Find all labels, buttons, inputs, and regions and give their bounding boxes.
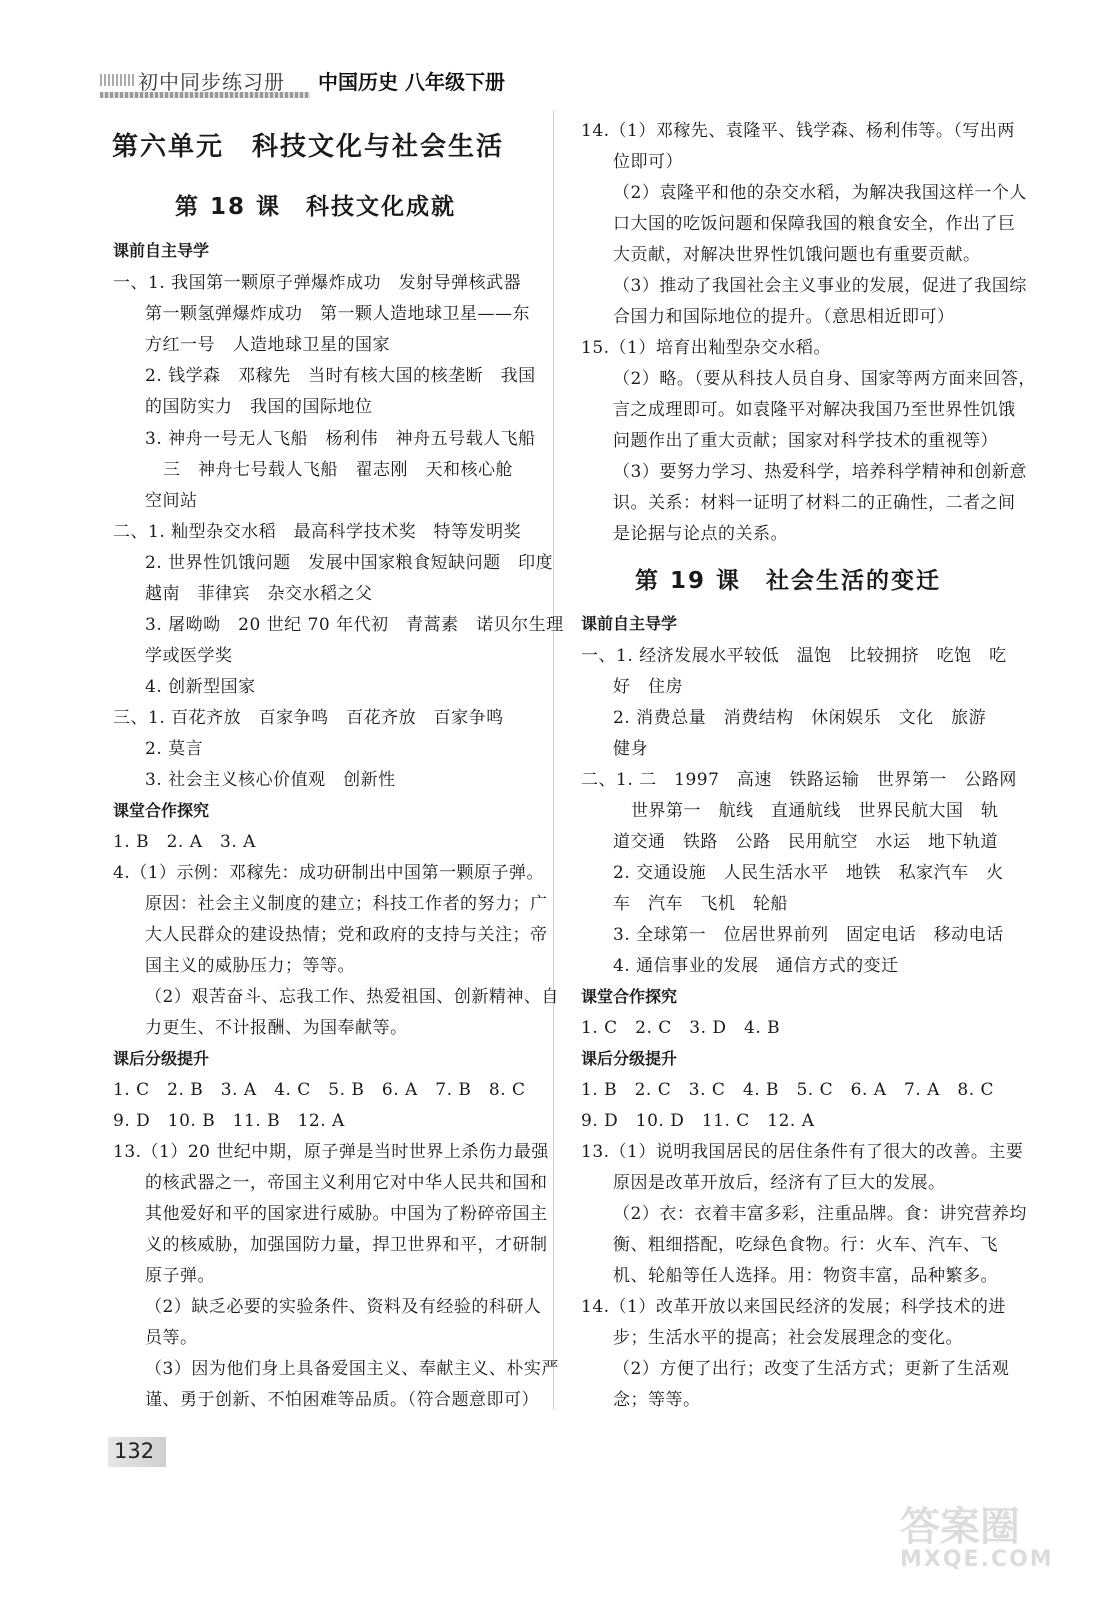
lesson-title-19: 第 19 课 社会生活的变迁	[635, 568, 942, 594]
answer-line: 2. 交通设施 人民生活水平 地铁 私家汽车 火	[613, 863, 1004, 883]
answer-line: 3. 社会主义核心价值观 创新性	[145, 770, 396, 790]
series-title: 初中同步练习册	[138, 70, 285, 94]
answer-line: 是论据与论点的关系。	[613, 524, 788, 544]
section-heading: 课堂合作探究	[113, 801, 210, 820]
answer-line: 3. 屠呦呦 20 世纪 70 年代初 青蒿素 诺贝尔生理	[145, 615, 564, 635]
answer-line: 9. D 10. D 11. C 12. A	[581, 1111, 815, 1131]
answer-line: 一、1. 我国第一颗原子弹爆炸成功 发射导弹核武器	[113, 273, 522, 293]
answer-line: 1. B 2. A 3. A	[113, 832, 256, 852]
answer-line: （2）艰苦奋斗、忘我工作、热爱祖国、创新精神、自	[145, 987, 559, 1007]
answer-line: 合国力和国际地位的提升。（意思相近即可）	[613, 307, 955, 327]
answer-line: 空间站	[145, 491, 198, 511]
section-heading: 课后分级提升	[581, 1049, 678, 1068]
answer-line: 3. 全球第一 位居世界前列 固定电话 移动电话	[613, 925, 1004, 945]
answer-line: 二、1. 二 1997 高速 铁路运输 世界第一 公路网	[581, 770, 1017, 790]
page-number-tab	[108, 1437, 166, 1467]
answer-line: 1. B 2. C 3. C 4. B 5. C 6. A 7. A 8. C	[581, 1080, 995, 1100]
answer-line: 4. 通信事业的发展 通信方式的变迁	[613, 956, 899, 976]
answer-line: （3）要努力学习、热爱科学，培养科学精神和创新意	[613, 462, 1027, 482]
answer-line: 一、1. 经济发展水平较低 温饱 比较拥挤 吃饱 吃	[581, 646, 1007, 666]
answer-line: 1. C 2. B 3. A 4. C 5. B 6. A 7. B 8. C	[113, 1080, 526, 1100]
watermark-url: MXQE.COM	[900, 1547, 1054, 1572]
answer-line: 衡、粗细搭配，吃绿色食物。行：火车、汽车、飞	[613, 1235, 998, 1255]
answer-line: 道交通 铁路 公路 民用航空 水运 地下轨道	[613, 832, 998, 852]
answer-line: 2. 世界性饥饿问题 发展中国家粮食短缺问题 印度	[145, 553, 554, 573]
page-number: 132	[114, 1439, 155, 1463]
answer-line: 原子弹。	[145, 1266, 215, 1286]
answer-line: 步；生活水平的提高；社会发展理念的变化。	[613, 1328, 963, 1348]
answer-line: 14.（1）改革开放以来国民经济的发展；科学技术的进	[581, 1297, 1006, 1317]
answer-line: （3）因为他们身上具备爱国主义、奉献主义、朴实严	[145, 1359, 559, 1379]
answer-line: （2）衣：衣着丰富多彩，注重品牌。食：讲究营养均	[613, 1204, 1027, 1224]
answer-line: 13.（1）说明我国居民的居住条件有了很大的改善。主要	[581, 1142, 1024, 1162]
section-heading: 课堂合作探究	[581, 987, 678, 1006]
answer-line: 13.（1）20 世纪中期，原子弹是当时世界上杀伤力最强	[113, 1142, 549, 1162]
answer-line: 第一颗氢弹爆炸成功 第一颗人造地球卫星——东	[145, 304, 530, 324]
section-heading: 课后分级提升	[113, 1049, 210, 1068]
answer-line: （2）袁隆平和他的杂交水稻，为解决我国这样一个人	[613, 183, 1027, 203]
answer-line: 15.（1）培育出籼型杂交水稻。	[581, 338, 831, 358]
answer-line: 三 神舟七号载人飞船 翟志刚 天和核心舱	[163, 460, 513, 480]
answer-line: 世界第一 航线 直通航线 世界民航大国 轨	[631, 801, 999, 821]
header-dots-decoration	[100, 74, 136, 86]
answer-line: 的核武器之一，帝国主义利用它对中华人民共和国和	[145, 1173, 548, 1193]
answer-line: 位即可）	[613, 152, 683, 172]
answer-line: 2. 钱学森 邓稼先 当时有核大国的核垄断 我国	[145, 366, 536, 386]
answer-line: 4. 创新型国家	[145, 677, 256, 697]
answer-line: 义的核威胁，加强国防力量，捍卫世界和平，才研制	[145, 1235, 548, 1255]
answer-line: （3）推动了我国社会主义事业的发展，促进了我国综	[613, 276, 1027, 296]
answer-line: 越南 菲律宾 杂交水稻之父	[145, 584, 373, 604]
answer-line: 员等。	[145, 1328, 198, 1348]
unit-title: 第六单元 科技文化与社会生活	[112, 132, 505, 162]
watermark	[900, 1495, 1070, 1585]
answer-line: 原因是改革开放后，经济有了巨大的发展。	[613, 1173, 946, 1193]
answer-line: 方红一号 人造地球卫星的国家	[145, 335, 390, 355]
answer-line: 大人民群众的建设热情；党和政府的支持与关注；帝	[145, 925, 548, 945]
answer-line: 问题作出了重大贡献；国家对科学技术的重视等）	[613, 431, 998, 451]
column-divider	[553, 110, 554, 1410]
section-heading: 课前自主导学	[581, 614, 678, 633]
answer-line: 识。关系：材料一证明了材料二的正确性，二者之间	[613, 493, 1016, 513]
answer-line: 9. D 10. B 11. B 12. A	[113, 1111, 345, 1131]
lesson-title-18: 第 18 课 科技文化成就	[175, 194, 457, 220]
subject-title: 中国历史 八年级下册	[318, 70, 505, 94]
answer-line: 原因：社会主义制度的建立；科技工作者的努力；广	[145, 894, 548, 914]
answer-line: 大贡献，对解决世界性饥饿问题也有重要贡献。	[613, 245, 981, 265]
answer-line: 念；等等。	[613, 1390, 701, 1410]
answer-line: 2. 莫言	[145, 739, 204, 759]
answer-line: 车 汽车 飞机 轮船	[613, 894, 788, 914]
answer-line: （2）方便了出行；改变了生活方式；更新了生活观	[613, 1359, 1010, 1379]
answer-line: 2. 消费总量 消费结构 休闲娱乐 文化 旅游	[613, 708, 987, 728]
answer-line: 1. C 2. C 3. D 4. B	[581, 1018, 781, 1038]
answer-line: 谨、勇于创新、不怕困难等品质。（符合题意即可）	[145, 1390, 539, 1410]
answer-line: 二、1. 籼型杂交水稻 最高科学技术奖 特等发明奖	[113, 522, 522, 542]
answer-line: 力更生、不计报酬、为国奉献等。	[145, 1018, 408, 1038]
answer-line: 好 住房	[613, 677, 683, 697]
watermark-logo: 答案圈	[900, 1504, 1020, 1550]
answer-line: （2）缺乏必要的实验条件、资料及有经验的科研人	[145, 1297, 542, 1317]
section-heading: 课前自主导学	[113, 241, 210, 260]
answer-line: 口大国的吃饭问题和保障我国的粮食安全，作出了巨	[613, 214, 1016, 234]
answer-line: 的国防实力 我国的国际地位	[145, 397, 373, 417]
answer-line: 4.（1）示例：邓稼先：成功研制出中国第一颗原子弹。	[113, 863, 545, 883]
answer-line: 14.（1）邓稼先、袁隆平、钱学森、杨利伟等。（写出两	[581, 121, 1015, 141]
answer-line: 健身	[613, 739, 648, 759]
answer-line: 学或医学奖	[145, 646, 233, 666]
answer-line: 3. 神舟一号无人飞船 杨利伟 神舟五号载人飞船	[145, 429, 536, 449]
answer-line: 三、1. 百花齐放 百家争鸣 百花齐放 百家争鸣	[113, 708, 504, 728]
answer-line: 言之成理即可。如袁隆平对解决我国乃至世界性饥饿	[613, 400, 1016, 420]
answer-line: （2）略。（要从科技人员自身、国家等两方面来回答，	[613, 369, 1036, 389]
answer-line: 机、轮船等任人选择。用：物资丰富，品种繁多。	[613, 1266, 998, 1286]
answer-line: 其他爱好和平的国家进行威胁。中国为了粉碎帝国主	[145, 1204, 548, 1224]
answer-line: 国主义的威胁压力；等等。	[145, 956, 355, 976]
page-header	[100, 60, 600, 100]
